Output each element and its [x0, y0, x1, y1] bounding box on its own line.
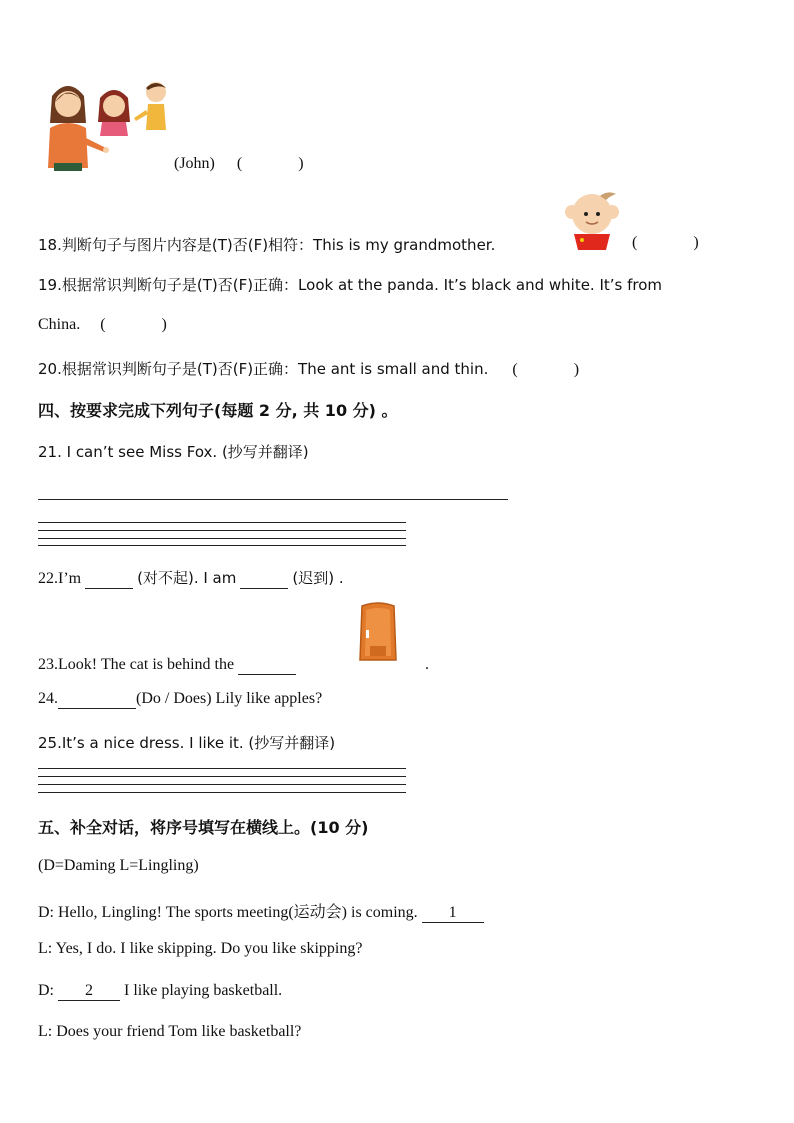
q17-paren-open: (: [236, 155, 243, 172]
q24-line: [38, 690, 322, 709]
q18-paren-open: (: [632, 234, 638, 251]
q24-blank[interactable]: [58, 690, 136, 709]
q23-blank[interactable]: [238, 656, 296, 675]
q19-text-line2: China.: [38, 316, 81, 333]
q25-writing-line-2[interactable]: [38, 776, 406, 777]
dialogue-line-1: [38, 899, 484, 923]
dialogue-line-2: [38, 940, 362, 958]
q17-line: [174, 155, 304, 173]
q20-paren-open: (: [512, 361, 518, 378]
q21-writing-line-3[interactable]: [38, 538, 406, 539]
dialogue-line-1-text: D: Hello, Lingling! The sports meeting(运动会) is coming.: [38, 904, 418, 921]
baby-illustration: [556, 190, 626, 252]
q25-line: [38, 732, 335, 753]
q25-writing-line-3[interactable]: [38, 784, 406, 785]
q19-line2: [38, 316, 167, 334]
q19-paren-close: ): [161, 316, 167, 333]
q17-name: (John): [174, 155, 215, 172]
q22-hint2: (迟到) .: [292, 569, 344, 587]
q17-paren-close: ): [298, 155, 304, 172]
dialogue-blank-2[interactable]: 2: [58, 982, 120, 1001]
q19-paren-open: (: [100, 316, 106, 333]
q25-text: 25.It’s a nice dress. I like it. (抄写并翻译): [38, 734, 336, 752]
q22-blank-1[interactable]: [85, 570, 133, 589]
q21-text: 21. I can’t see Miss Fox. (抄写并翻译): [38, 443, 309, 461]
q21-writing-line-4[interactable]: [38, 545, 406, 546]
q25-writing-line-1[interactable]: [38, 768, 406, 769]
dialogue-line-3: [38, 982, 282, 1001]
section4-heading: 四、按要求完成下列句子(每题 2 分, 共 10 分) 。: [38, 401, 398, 420]
q25-writing-line-4[interactable]: [38, 792, 406, 793]
q20-paren-close: ): [573, 361, 580, 378]
dialogue-line-3-speaker: D:: [38, 982, 54, 999]
dialogue-line-2-text: L: Yes, I do. I like skipping. Do you like skipping?: [38, 940, 363, 957]
q23-line: [38, 656, 296, 675]
q22-hint1: (对不起). I am: [137, 569, 237, 587]
q24-text: (Do / Does) Lily like apples?: [136, 690, 323, 707]
woman-figure: [48, 86, 109, 171]
boy-figure: [134, 82, 166, 130]
door-illustration: [356, 602, 400, 664]
dialogue-line-4: [38, 1023, 301, 1041]
q18-paren-close: ): [693, 234, 699, 251]
q22-blank-2[interactable]: [240, 570, 288, 589]
dialogue-line-4-text: L: Does your friend Tom like basketball?: [38, 1023, 302, 1040]
dialogue-roles: (D=Daming L=Lingling): [38, 857, 199, 874]
q22-line: [38, 567, 344, 589]
family-illustration: [38, 78, 178, 173]
q20-line: [38, 358, 579, 379]
q21-writing-line-2[interactable]: [38, 530, 406, 531]
q24-num: 24.: [38, 690, 58, 707]
q23-text: 23.Look! The cat is behind the: [38, 656, 235, 673]
q18-line: [38, 234, 495, 255]
girl-figure: [98, 90, 130, 136]
dialogue-line-3-text: I like playing basketball.: [124, 982, 283, 999]
q19-line1: [38, 274, 662, 295]
q21-answer-line[interactable]: [38, 499, 508, 500]
q18-text: 18.判断句子与图片内容是(T)否(F)相符：This is my grandmother.: [38, 236, 496, 254]
q19-text-line1: 19.根据常识判断句子是(T)否(F)正确：Look at the panda. It’s black and white. It’s from: [38, 276, 663, 294]
q22-part1: 22.I’m: [38, 570, 82, 587]
q23-period: .: [425, 656, 429, 673]
q21-writing-line-1[interactable]: [38, 522, 406, 523]
q21-line: [38, 441, 309, 462]
section5-heading: 五、补全对话，将序号填写在横线上。(10 分): [38, 818, 369, 837]
dialogue-blank-1[interactable]: 1: [422, 904, 484, 923]
q20-text: 20.根据常识判断句子是(T)否(F)正确：The ant is small and thin.: [38, 360, 489, 378]
q18-answer: [632, 234, 699, 252]
